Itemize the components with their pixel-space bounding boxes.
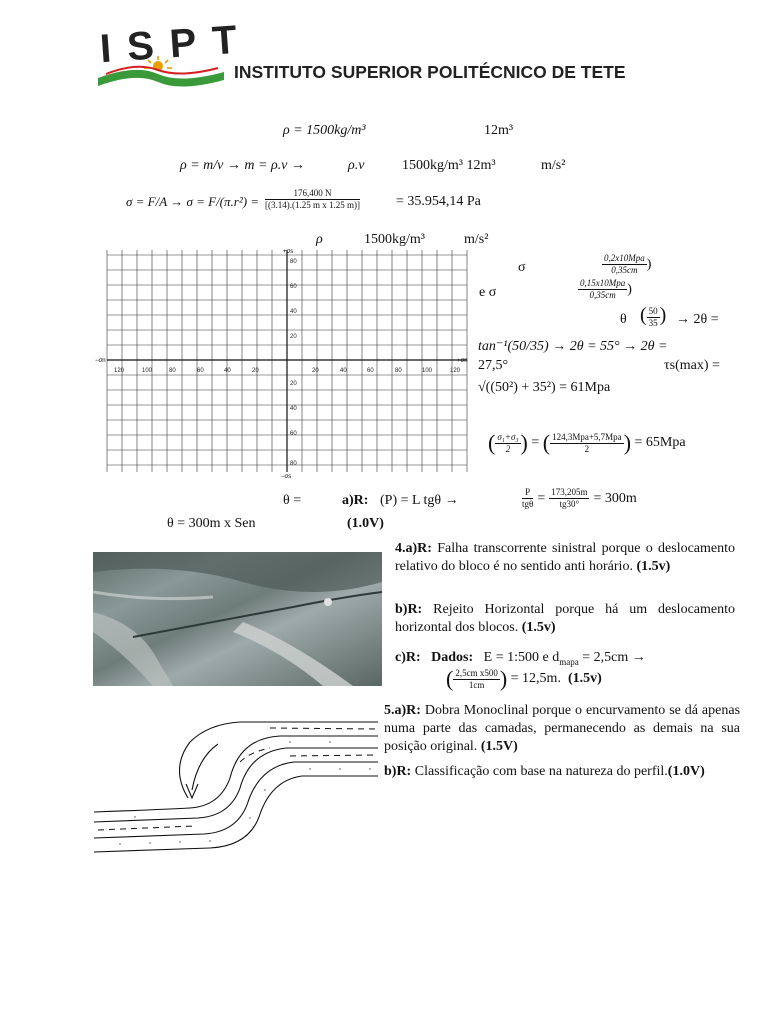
a3-frac-num-r: 173,205m xyxy=(551,487,588,497)
arrow-icon xyxy=(186,744,218,798)
sigma1-label: σ xyxy=(518,260,526,275)
x-tick-label: 80 xyxy=(395,368,402,374)
eq4-b: 1500kg/m³ xyxy=(364,232,425,247)
monocline-fold-diagram xyxy=(90,718,380,862)
a3-theta: θ = xyxy=(283,493,302,508)
y-tick-label: 60 xyxy=(290,284,297,290)
theta-frac-den: 35 xyxy=(648,317,658,328)
eq3-a: σ = F/A → σ = F/(π.r²) = xyxy=(126,194,260,209)
sigma-s-bottom: −σs xyxy=(281,474,292,480)
eq4-c: m/s² xyxy=(464,232,489,247)
a5a-text: Dobra Monoclinal porque o encurvamento se dá apenas numa parte das camadas, permanecendo as demais na sua posição original. xyxy=(384,703,741,754)
a4c-label: c)R: xyxy=(395,650,421,665)
y-tick-label: 80 xyxy=(290,259,297,265)
y-tick-label: 80 xyxy=(290,461,297,467)
angle-value: 27,5° xyxy=(478,358,509,373)
answer4c-calc: ( $\frac{\text{2,5cm x500}}{1cm}$ ) = 12,5m. (1.5v) xyxy=(446,666,602,691)
eq3-num: 176,400 N xyxy=(265,188,360,200)
answer4c xyxy=(395,650,646,667)
a5b-score: (1.0V) xyxy=(667,764,705,779)
eq4-a: ρ xyxy=(316,232,323,247)
eq1-right: 12m³ xyxy=(484,123,514,138)
a4c-text2: = 2,5cm → xyxy=(582,650,646,665)
eq3-res: = 35.954,14 Pa xyxy=(396,194,481,209)
x-tick-label: 20 xyxy=(312,368,319,374)
theta-frac-num: 50 xyxy=(648,305,658,316)
frac2: $\frac{\text{0,15x10Mpa}}{0,35cm}$ ) xyxy=(580,278,632,300)
tan-line: tan⁻¹(50/35) → 2θ = 55° → 2θ = xyxy=(478,339,668,354)
y-tick-label: 20 xyxy=(290,381,297,387)
a5b-text: Classificação com base na natureza do perfil. xyxy=(414,764,668,779)
x-tick-label: 100 xyxy=(142,368,153,374)
a5a-score: (1.5V) xyxy=(480,739,518,754)
a4a-label: 4.a)R: xyxy=(395,541,432,556)
a3-line2: θ = 300m x Sen xyxy=(167,516,256,531)
mean-right-num: 124,3Mpa+5,7Mpa xyxy=(552,431,622,442)
mohr-stress-grid xyxy=(95,249,468,480)
eq2-b: ρ.v xyxy=(348,158,365,173)
a4c-frac-den: 1cm xyxy=(468,679,485,690)
a3-frac-num-l: P xyxy=(522,487,533,499)
mean-right-den: 2 xyxy=(584,443,590,454)
a3-text: (P) = L tgθ → xyxy=(380,493,459,508)
theta-result: → 2θ = xyxy=(676,312,719,327)
x-tick-label: 120 xyxy=(114,368,125,374)
eq3-fraction xyxy=(265,188,360,211)
sqrt-line: √((50²) + 35²) = 61Mpa xyxy=(478,380,611,395)
tau-label: τs(max) = xyxy=(664,358,720,373)
x-tick-label: 40 xyxy=(224,368,231,374)
answer4a xyxy=(395,540,735,576)
a3-frac-den-r: tg30° xyxy=(559,499,580,509)
sigma-s-top: +σs xyxy=(283,249,294,255)
answer5a xyxy=(384,702,740,756)
x-tick-label: 60 xyxy=(197,368,204,374)
eq2-c: 1500kg/m³ 12m³ xyxy=(402,158,496,173)
frac2-num: 0,15x10Mpa xyxy=(580,278,626,288)
eq1-left: ρ = 1500kg/m³ xyxy=(283,123,366,138)
a4b-text: Rejeito Horizontal porque há um deslocamento horizontal dos blocos. xyxy=(395,602,735,635)
y-tick-label: 60 xyxy=(290,431,297,437)
y-tick-label: 40 xyxy=(290,406,297,412)
sigma-n-left: −σn xyxy=(95,358,106,364)
eq2-d: m/s² xyxy=(541,158,566,173)
y-tick-label: 40 xyxy=(290,309,297,315)
x-tick-label: 20 xyxy=(252,368,259,374)
fault-photo xyxy=(93,552,382,686)
answer4b xyxy=(395,601,735,637)
x-tick-label: 80 xyxy=(169,368,176,374)
frac1-num: 0,2x10Mpa xyxy=(604,253,645,263)
mean-left-num: σ₁+σ₃ xyxy=(497,431,519,442)
e-sigma-label: e σ xyxy=(479,285,497,300)
a3-fraction: $\frac{P}{\text{tgθ}}$ = $\frac{173,205m}{tg30^\circ}$ = 300m xyxy=(522,487,637,509)
x-tick-label: 60 xyxy=(367,368,374,374)
mean-stress: ( $\frac{\text{σ₁+σ₃}}{2}$ ) = ( $\frac{\text{124,3Mpa+5,7Mpa}}{2}$ ) = 65Mpa xyxy=(488,430,686,455)
answer5b xyxy=(384,764,705,780)
sigma-n-right: +σn xyxy=(457,358,468,364)
x-tick-label: 120 xyxy=(450,368,461,374)
a4c-score: (1.5v) xyxy=(567,671,602,686)
institution-name: INSTITUTO SUPERIOR POLITÉCNICO DE TETE xyxy=(234,62,626,82)
a4c-frac-num: 2,5cm x500 xyxy=(455,667,498,678)
a3-result: = 300m xyxy=(593,491,637,507)
theta-label: θ xyxy=(620,312,627,327)
a4b-label: b)R: xyxy=(395,602,423,617)
a4c-dados: Dados: xyxy=(431,650,474,665)
theta-frac: ( $\frac{50}{35}$ ) xyxy=(640,304,667,328)
a5a-label: 5.a)R: xyxy=(384,703,421,718)
frac1-den: 0,35cm xyxy=(611,265,638,275)
mean-result: = 65Mpa xyxy=(634,435,686,450)
a4c-result: = 12,5m. xyxy=(510,671,561,686)
a5b-label: b)R: xyxy=(384,764,412,779)
x-tick-label: 100 xyxy=(422,368,433,374)
a4b-score: (1.5v) xyxy=(521,620,556,635)
x-tick-label: 40 xyxy=(340,368,347,374)
a3-label: a)R: xyxy=(342,493,369,508)
logo-letters: ISPT xyxy=(98,16,255,72)
frac2-den: 0,35cm xyxy=(589,290,616,300)
a4a-score: (1.5v) xyxy=(636,559,671,574)
frac1: $\frac{\text{0,2x10Mpa}}{0,35cm}$ ) xyxy=(604,253,652,275)
mean-left-den: 2 xyxy=(505,443,511,454)
a3-score: (1.0V) xyxy=(347,516,384,531)
y-tick-label: 20 xyxy=(290,334,297,340)
a4c-text: E = 1:500 e d xyxy=(483,650,560,665)
a4c-sub: mapa xyxy=(559,656,579,667)
a3-frac-den-l: tgθ xyxy=(522,499,534,509)
eq2-a: ρ = m/v → m = ρ.v → xyxy=(180,158,305,173)
eq3-den: [(3.14).(1.25 m x 1.25 m)] xyxy=(265,200,360,210)
a4a-text: Falha transcorrente sinistral porque o deslocamento relativo do bloco é no sentido anti horário. xyxy=(395,541,736,574)
